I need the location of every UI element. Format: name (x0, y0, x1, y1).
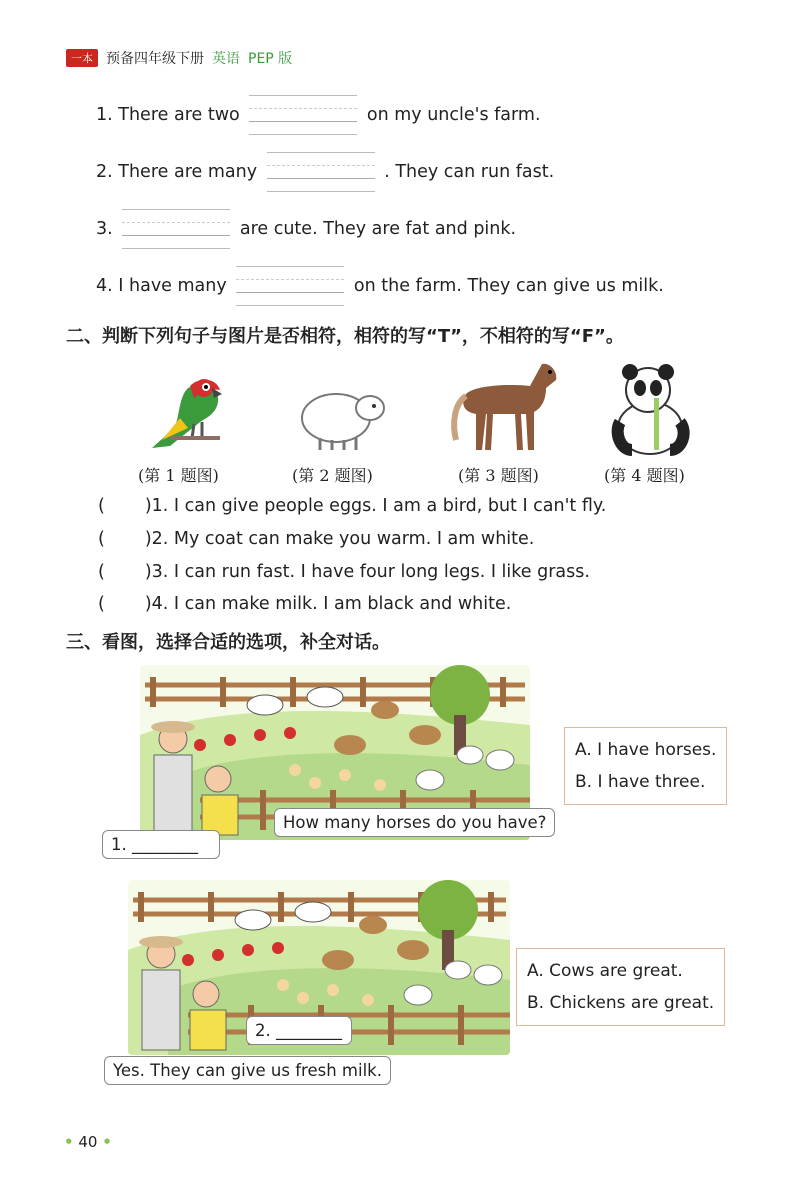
answer-bubble-1[interactable]: 1. ________ (102, 830, 220, 859)
bullet-icon: • (64, 1133, 74, 1151)
tf-item-2: ( )2. My coat can make you warm. I am white. (98, 529, 535, 549)
page-header (66, 48, 292, 68)
horse-illustration (446, 354, 566, 454)
fill-in-line-3: 3. are cute. They are fat and pink. (96, 209, 516, 249)
section-3-title: 三、看图，选择合适的选项，补全对话。 (66, 632, 390, 653)
page-number: • 40 • (64, 1133, 112, 1151)
question-bubble: How many horses do you have? (274, 808, 555, 837)
caption-3: (第 3 题图) (458, 466, 539, 485)
subject-label: 英语 (212, 51, 240, 67)
answer-bubble-2[interactable]: 2. ________ (246, 1016, 352, 1045)
option-b[interactable]: B. I have three. (575, 772, 706, 792)
panda-illustration (610, 362, 692, 456)
option-a[interactable]: A. I have horses. (575, 740, 717, 760)
answer-blank[interactable] (267, 152, 375, 192)
bullet-icon: • (102, 1133, 112, 1151)
book-badge: 一本 (66, 49, 98, 67)
answer-blank[interactable] (249, 95, 357, 135)
book-title: 预备四年级下册 (106, 51, 204, 67)
option-b[interactable]: B. Chickens are great. (527, 993, 715, 1013)
answer-blank[interactable] (236, 266, 344, 306)
answer-blank[interactable] (122, 209, 230, 249)
caption-2: (第 2 题图) (292, 466, 373, 485)
fill-in-line-2: 2. There are many . They can run fast. (96, 152, 554, 192)
section-2-title: 二、判断下列句子与图片是否相符，相符的写“T”，不相符的写“F”。 (66, 326, 624, 347)
caption-1: (第 1 题图) (138, 466, 219, 485)
response-bubble: Yes. They can give us fresh milk. (104, 1056, 391, 1085)
sheep-illustration (296, 378, 388, 454)
options-box-2 (516, 948, 725, 1026)
tf-item-3: ( )3. I can run fast. I have four long legs. I like grass. (98, 562, 590, 582)
edition-label: PEP 版 (248, 51, 293, 67)
tf-item-4: ( )4. I can make milk. I am black and white. (98, 594, 512, 614)
fill-in-line-4: 4. I have many on the farm. They can give us milk. (96, 266, 664, 306)
parrot-illustration (140, 368, 230, 458)
caption-4: (第 4 题图) (604, 466, 685, 485)
options-box-1 (564, 727, 727, 805)
fill-in-line-1: 1. There are two on my uncle's farm. (96, 95, 541, 135)
option-a[interactable]: A. Cows are great. (527, 961, 683, 981)
tf-item-1: ( )1. I can give people eggs. I am a bird, but I can't fly. (98, 496, 607, 516)
